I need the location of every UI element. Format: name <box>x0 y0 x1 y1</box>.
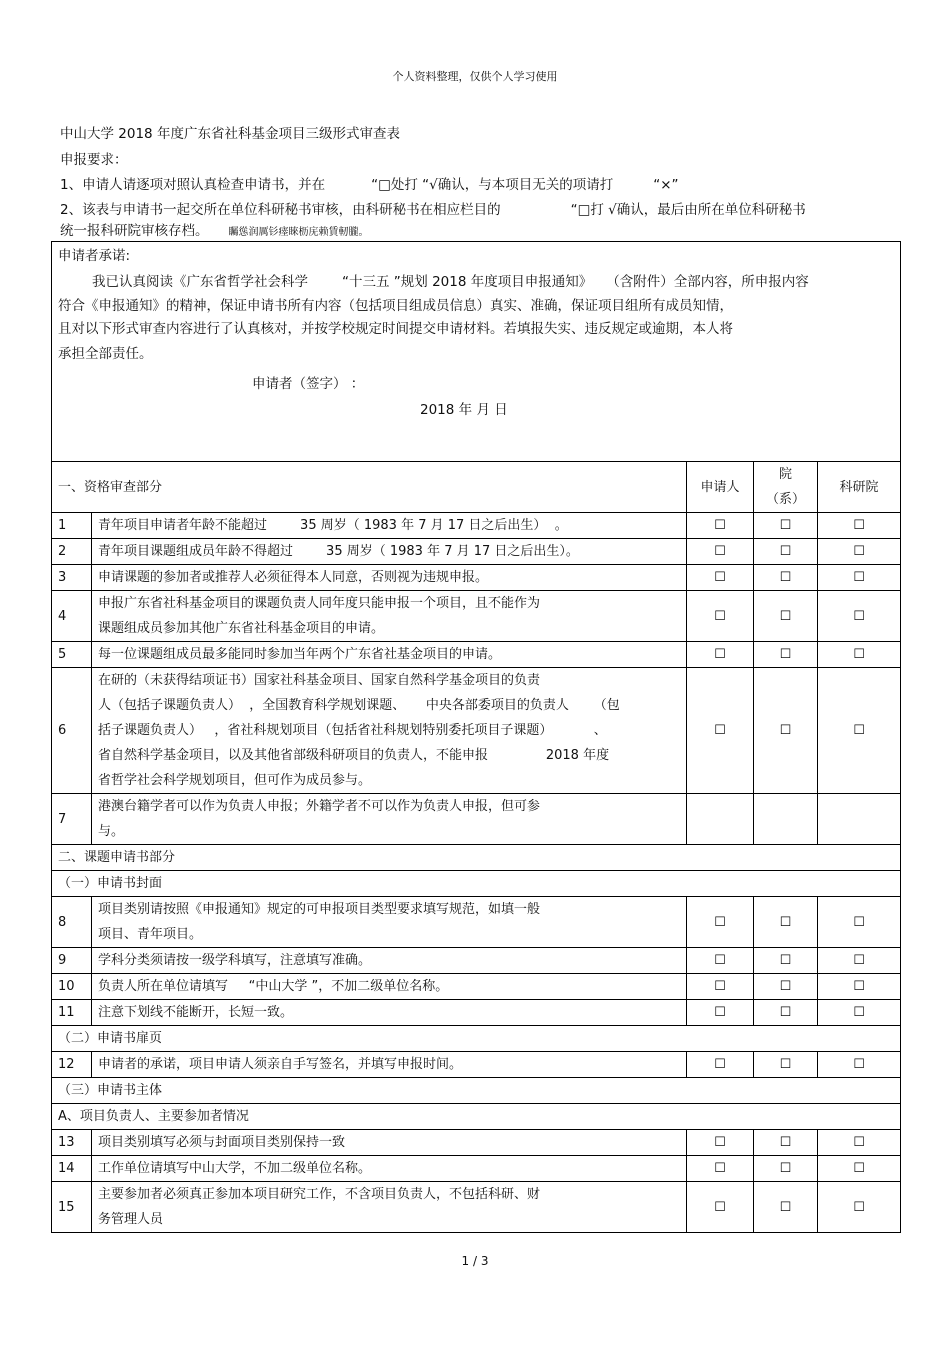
item-number: 2 <box>52 539 92 565</box>
table-row <box>52 591 901 642</box>
requirement-1: 1、申请人请逐项对照认真检查申请书，并在 “□处打 “√确认，与本项目无关的项请打 “×” <box>60 177 679 193</box>
checkbox-research[interactable]: ☐ <box>818 642 901 668</box>
item-text-line: 主要参加者必须真正参加本项目研究工作，不含项目负责人，不包括科研、财 <box>98 1187 541 1202</box>
checkbox-research[interactable]: ☐ <box>818 668 901 794</box>
item-number: 11 <box>52 1000 92 1026</box>
signature-field[interactable]: 申请者（签字） ： <box>252 376 365 392</box>
section1-header <box>52 462 901 513</box>
promise-line-4: 承担全部责任。 <box>58 346 153 362</box>
checkbox-research[interactable]: ☐ <box>818 1000 901 1026</box>
requirement-3: 统一报科研院审核存档。 矚慫润厲钐瘗睞枥庑赖賃軔朧。 <box>60 223 369 239</box>
subsection-flyleaf: （二）申请书扉页 <box>52 1026 901 1052</box>
table-row <box>52 642 901 668</box>
table-row <box>52 513 901 539</box>
page-header: 个人资料整理，仅供个人学习使用 <box>392 70 558 83</box>
item-text <box>92 974 687 1000</box>
col-applicant: 申请人 <box>687 462 754 513</box>
col-department: 院 （系） <box>754 462 818 513</box>
checkbox-department <box>754 794 818 845</box>
item-number: 15 <box>52 1182 92 1233</box>
item-text-line: 注意下划线不能断开，长短一致。 <box>98 1005 294 1020</box>
requirement-2: 2、该表与申请书一起交所在单位科研秘书审核，由科研秘书在相应栏目的 “□打 √确认，最后由所在单位科研秘书 <box>60 202 806 218</box>
table-row <box>52 1052 901 1078</box>
checkbox-applicant[interactable]: ☐ <box>687 974 754 1000</box>
item-number: 5 <box>52 642 92 668</box>
checkbox-department[interactable]: ☐ <box>754 513 818 539</box>
item-text <box>92 1130 687 1156</box>
item-text-line: 申报广东省社科基金项目的课题负责人同年度只能申报一个项目，且不能作为 <box>98 596 541 611</box>
item-text-line: 省哲学社会科学规划项目，但可作为成员参与。 <box>98 773 372 788</box>
checkbox-research[interactable]: ☐ <box>818 1052 901 1078</box>
table-row <box>52 1182 901 1233</box>
checkbox-department[interactable]: ☐ <box>754 591 818 642</box>
item-number: 14 <box>52 1156 92 1182</box>
checkbox-department[interactable]: ☐ <box>754 1130 818 1156</box>
table-row <box>52 794 901 845</box>
item-text <box>92 1156 687 1182</box>
checkbox-department[interactable]: ☐ <box>754 642 818 668</box>
checkbox-department[interactable]: ☐ <box>754 897 818 948</box>
item-number: 4 <box>52 591 92 642</box>
item-text <box>92 794 687 845</box>
checkbox-department[interactable]: ☐ <box>754 948 818 974</box>
item-text <box>92 1182 687 1233</box>
checkbox-research <box>818 794 901 845</box>
checkbox-applicant[interactable]: ☐ <box>687 642 754 668</box>
item-number: 12 <box>52 1052 92 1078</box>
checkbox-research[interactable]: ☐ <box>818 565 901 591</box>
table-row <box>52 1156 901 1182</box>
table-row <box>52 1000 901 1026</box>
item-text-line: 青年项目申请者年龄不能超过 35 周岁（ 1983 年 7 月 17 日之后出生） 。 <box>98 518 568 533</box>
subsection-main-row <box>52 1078 901 1104</box>
item-text <box>92 1000 687 1026</box>
item-text-line: 工作单位请填写中山大学，不加二级单位名称。 <box>98 1161 372 1176</box>
checkbox-applicant[interactable]: ☐ <box>687 897 754 948</box>
col-research-institute: 科研院 <box>818 462 901 513</box>
checkbox-applicant[interactable]: ☐ <box>687 591 754 642</box>
promise-line-1: 我已认真阅读《广东省哲学社会科学 “十三五 ”规划 2018 年度项目申报通知》 （含附件）全部内容，所申报内容 <box>92 274 809 290</box>
checkbox-department[interactable]: ☐ <box>754 1156 818 1182</box>
item-text <box>92 1052 687 1078</box>
subsection-cover-row <box>52 871 901 897</box>
table-row <box>52 565 901 591</box>
item-text <box>92 591 687 642</box>
checkbox-research[interactable]: ☐ <box>818 1182 901 1233</box>
section2-title-row <box>52 845 901 871</box>
table-row <box>52 1130 901 1156</box>
applicant-promise <box>52 242 900 461</box>
checkbox-department[interactable]: ☐ <box>754 539 818 565</box>
item-text-line: 青年项目课题组成员年龄不得超过 35 周岁（ 1983 年 7 月 17 日之后出生）。 <box>98 544 579 559</box>
item-text <box>92 539 687 565</box>
promise-label: 申请者承诺: <box>58 248 131 264</box>
checkbox-applicant[interactable]: ☐ <box>687 565 754 591</box>
date-field[interactable]: 2018 年 月 日 <box>420 402 508 418</box>
item-text <box>92 948 687 974</box>
item-text-line: 在研的（未获得结项证书）国家社科基金项目、国家自然科学基金项目的负责 <box>98 673 541 688</box>
item-number: 13 <box>52 1130 92 1156</box>
checkbox-applicant[interactable]: ☐ <box>687 668 754 794</box>
subsection-a-row <box>52 1104 901 1130</box>
subsection-flyleaf-row <box>52 1026 901 1052</box>
table-row <box>52 668 901 794</box>
form-title: 中山大学 2018 年度广东省社科基金项目三级形式审查表 <box>60 126 400 142</box>
item-text <box>92 668 687 794</box>
checkbox-research[interactable]: ☐ <box>818 539 901 565</box>
item-text-line: 项目类别请按照《申报通知》规定的可申报项目类型要求填写规范，如填一般 <box>98 902 541 917</box>
checkbox-department[interactable]: ☐ <box>754 974 818 1000</box>
item-number: 7 <box>52 794 92 845</box>
checkbox-department[interactable]: ☐ <box>754 1182 818 1233</box>
checkbox-research[interactable]: ☐ <box>818 1156 901 1182</box>
item-number: 10 <box>52 974 92 1000</box>
item-text-line: 括子课题负责人） ，省社科规划项目（包括省社科规划特别委托项目子课题） 、 <box>98 723 607 738</box>
requirements-label: 申报要求： <box>60 152 128 168</box>
checkbox-applicant[interactable]: ☐ <box>687 1052 754 1078</box>
item-text-line: 每一位课题组成员最多能同时参加当年两个广东省社基金项目的申请。 <box>98 647 502 662</box>
checkbox-applicant[interactable]: ☐ <box>687 1000 754 1026</box>
table-row <box>52 539 901 565</box>
item-text-line: 港澳台籍学者可以作为负责人申报；外籍学者不可以作为负责人申报，但可参 <box>98 799 541 814</box>
item-text-line: 与。 <box>98 824 125 839</box>
checkbox-department[interactable]: ☐ <box>754 668 818 794</box>
page-number: 1 / 3 <box>461 1254 489 1268</box>
checkbox-applicant[interactable]: ☐ <box>687 1182 754 1233</box>
item-text-line: 负责人所在单位请填写 “中山大学 ”，不加二级单位名称。 <box>98 979 449 994</box>
section1-title: 一、资格审查部分 <box>52 462 687 513</box>
section2-title: 二、课题申请书部分 <box>52 845 901 871</box>
item-number: 3 <box>52 565 92 591</box>
subsection-a: A、项目负责人、主要参加者情况 <box>52 1104 901 1130</box>
subsection-cover: （一）申请书封面 <box>52 871 901 897</box>
item-text <box>92 513 687 539</box>
checkbox-research[interactable]: ☐ <box>818 1130 901 1156</box>
item-text <box>92 897 687 948</box>
review-table <box>51 241 901 1233</box>
checkbox-applicant <box>687 794 754 845</box>
checkbox-research[interactable]: ☐ <box>818 974 901 1000</box>
checkbox-research[interactable]: ☐ <box>818 897 901 948</box>
checkbox-department[interactable]: ☐ <box>754 1052 818 1078</box>
item-text-line: 务管理人员 <box>98 1212 164 1227</box>
item-number: 6 <box>52 668 92 794</box>
checkbox-department[interactable]: ☐ <box>754 1000 818 1026</box>
item-text-line: 项目、青年项目。 <box>98 927 203 942</box>
checkbox-applicant[interactable]: ☐ <box>687 513 754 539</box>
checkbox-applicant[interactable]: ☐ <box>687 948 754 974</box>
item-text-line: 申请者的承诺，项目申请人须亲自手写签名，并填写申报时间。 <box>98 1057 463 1072</box>
promise-line-2: 符合《申报通知》的精神，保证申请书所有内容（包括项目组成员信息）真实、准确，保证项目组所有成员知情， <box>58 298 733 314</box>
checkbox-research[interactable]: ☐ <box>818 591 901 642</box>
table-row <box>52 974 901 1000</box>
promise-row <box>52 242 901 462</box>
item-number: 8 <box>52 897 92 948</box>
checkbox-applicant[interactable]: ☐ <box>687 1130 754 1156</box>
checkbox-applicant[interactable]: ☐ <box>687 539 754 565</box>
item-text <box>92 565 687 591</box>
item-text <box>92 642 687 668</box>
item-text-line: 申请课题的参加者或推荐人必须征得本人同意，否则视为违规申报。 <box>98 570 489 585</box>
item-text-line: 人（包括子课题负责人） ，全国教育科学规划课题、 中央各部委项目的负责人 （包 <box>98 698 620 713</box>
subsection-main: （三）申请书主体 <box>52 1078 901 1104</box>
checkbox-department[interactable]: ☐ <box>754 565 818 591</box>
table-row <box>52 897 901 948</box>
checkbox-research[interactable]: ☐ <box>818 948 901 974</box>
checkbox-research[interactable]: ☐ <box>818 513 901 539</box>
item-text-line: 课题组成员参加其他广东省社科基金项目的申请。 <box>98 621 385 636</box>
item-text-line: 学科分类须请按一级学科填写，注意填写准确。 <box>98 953 372 968</box>
item-number: 9 <box>52 948 92 974</box>
item-text-line: 省自然科学基金项目，以及其他省部级科研项目的负责人，不能申报 2018 年度 <box>98 748 610 763</box>
item-text-line: 项目类别填写必须与封面项目类别保持一致 <box>98 1135 346 1150</box>
item-number: 1 <box>52 513 92 539</box>
promise-line-3: 且对以下形式审查内容进行了认真核对，并按学校规定时间提交申请材料。若填报失实、违反规定或逾期，本人将 <box>58 321 733 337</box>
checkbox-applicant[interactable]: ☐ <box>687 1156 754 1182</box>
table-row <box>52 948 901 974</box>
